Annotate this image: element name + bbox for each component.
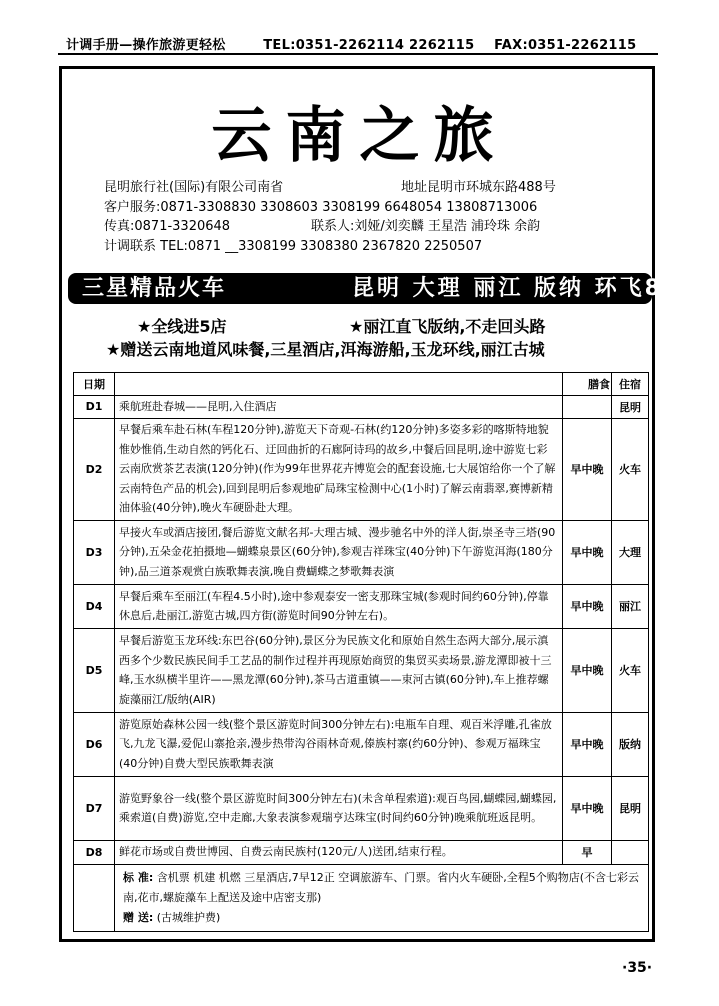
agency-address: 地址昆明市环城东路488号 xyxy=(401,180,556,195)
header-fax: FAX:0351-2262115 xyxy=(494,38,637,53)
row-meal: 早 xyxy=(563,840,612,864)
row-meal: 早中晚 xyxy=(563,584,612,628)
row-activity: 乘航班赴春城——昆明,入住酒店 xyxy=(115,396,563,419)
page-number: ·35· xyxy=(622,960,653,976)
standard-text: 含机票 机建 机燃 三星酒店,7早12正 空调旅游车、门票。省内火车硬卧,全程5个购物店(不含七彩云南,花市,螺旋藻车上配送及途中店密支那) xyxy=(123,870,639,904)
header-rule xyxy=(58,53,658,55)
row-stay: 大理 xyxy=(612,520,649,584)
feature-item: ★全线进5店 xyxy=(137,317,227,336)
agency-info xyxy=(104,178,624,256)
row-activity: 早接火车或酒店接团,餐后游览文献名邦-大理古城、漫步驰名中外的洋人街,崇圣寺三塔(90分钟),五朵金花拍摄地—蝴蝶泉景区(60分钟),参观吉祥珠宝(40分钟)下午游览洱海(180分钟),品三道茶观赏白族歌舞表演,晚自费蝴蝶之梦歌舞表演 xyxy=(115,520,563,584)
header-slogan: 计调手册—操作旅游更轻松 xyxy=(66,38,226,53)
row-activity: 早餐后游览玉龙环线:东巴谷(60分钟),景区分为民族文化和原始自然生态两大部分,展示滇西多个少数民族民间手工艺品的制作过程并再现原始商贸的集贸买卖场景,游龙潭即被十三峰,玉水纵横半里许——黑龙潭(60分钟),茶马古道重镇——束河古镇(60分钟),车上推荐螺旋藻丽江/版纳(AIR) xyxy=(115,628,563,712)
standard-label: 标 准: xyxy=(123,870,154,884)
feature-item: ★赠送云南地道风味餐,三星酒店,洱海游船,玉龙环线,丽江古城 xyxy=(106,340,545,359)
header-day: 日期 xyxy=(74,373,115,396)
table-row xyxy=(74,712,649,776)
table-row xyxy=(74,864,649,931)
row-day: D8 xyxy=(74,840,115,864)
row-day: D7 xyxy=(74,776,115,840)
customer-service: 客户服务:0871-3308830 3308603 3308199 6648054 13808713006 xyxy=(104,199,538,215)
row-meal: 早中晚 xyxy=(563,776,612,840)
page-title: 云南之旅 xyxy=(211,101,508,171)
table-row xyxy=(74,840,649,864)
notes-cell xyxy=(115,864,649,931)
feature-item: ★丽江直飞版纳,不走回头路 xyxy=(349,317,546,336)
row-stay: 火车 xyxy=(612,628,649,712)
row-activity: 鲜花市场或自费世博园、自费云南民族村(120元/人)送团,结束行程。 xyxy=(115,840,563,864)
gift-label: 赠 送: xyxy=(123,910,154,924)
gift-text: (古城维护费) xyxy=(156,910,221,924)
row-day: D3 xyxy=(74,520,115,584)
row-meal: 早中晚 xyxy=(563,628,612,712)
header-stay: 住宿 xyxy=(612,373,649,396)
table-row xyxy=(74,776,649,840)
table-row xyxy=(74,584,649,628)
banner-right: 昆明 大理 丽江 版纳 环飞8天 xyxy=(352,276,688,301)
row-day: D2 xyxy=(74,418,115,520)
row-activity: 早餐后乘车赴石林(车程120分钟),游览天下奇观-石林(约120分钟)多姿多彩的喀斯特地貌惟妙惟俏,生动自然的钙化石、迂回曲折的石廊阿诗玛的故乡,中餐后回昆明,途中游览七彩云南欣赏茶艺表演(120分钟)(作为99年世界花卉博览会的配套设施,七大展馆给你一个了解云南特色产品的机会),回到昆明后参观地矿局珠宝检测中心(1小时)了解云南翡翠,赛博新精油体验(40分钟),晚火车硬卧赴大理。 xyxy=(115,418,563,520)
row-day: D5 xyxy=(74,628,115,712)
table-row xyxy=(74,520,649,584)
operation-contact: 计调联系 TEL:0871 __3308199 3308380 2367820 2250507 xyxy=(104,238,483,254)
row-stay: 火车 xyxy=(612,418,649,520)
row-meal: 早中晚 xyxy=(563,520,612,584)
table-row xyxy=(74,418,649,520)
table-row xyxy=(74,396,649,419)
row-day: D4 xyxy=(74,584,115,628)
row-activity: 早餐后乘车至丽江(车程4.5小时),途中参观泰安一密支那珠宝城(参观时间约60分钟),停靠休息后,赴丽江,游览古城,四方街(游览时间90分钟左右)。 xyxy=(115,584,563,628)
row-meal: 早中晚 xyxy=(563,418,612,520)
itinerary-table xyxy=(73,372,649,932)
agency-fax: 传真:0871-3320648 xyxy=(104,219,231,234)
row-stay: 版纳 xyxy=(612,712,649,776)
route-banner xyxy=(68,273,688,304)
row-activity: 游览野象谷一线(整个景区游览时间300分钟左右)(未含单程索道):观百鸟园,蝴蝶园,蝴蝶园,乘索道(自费)游览,空中走廊,大象表演参观瑞亨达珠宝(时间约60分钟)晚乘航班返昆明。 xyxy=(115,776,563,840)
header-tel: TEL:0351-2262114 2262115 xyxy=(263,38,475,53)
banner-left: 三星精品火车 xyxy=(82,276,227,301)
row-day: D1 xyxy=(74,396,115,419)
row-activity: 游览原始森林公园一线(整个景区游览时间300分钟左右):电瓶车自理、观百米浮雕,孔雀放飞,九龙飞瀑,爱伲山寨抢亲,漫步热带沟谷雨林奇观,傣族村寨(约60分钟)、参观万福珠宝(40分钟)自费大型民族歌舞表演 xyxy=(115,712,563,776)
table-row xyxy=(74,628,649,712)
row-stay: 丽江 xyxy=(612,584,649,628)
row-stay: 昆明 xyxy=(612,396,649,419)
agency-name: 昆明旅行社(国际)有限公司南省 xyxy=(104,180,284,195)
agency-contacts: 联系人:刘娅/刘奕麟 王星浩 浦玲珠 余韵 xyxy=(311,219,541,234)
row-stay: 昆明 xyxy=(612,776,649,840)
table-header xyxy=(74,373,649,396)
row-meal: 早中晚 xyxy=(563,712,612,776)
row-stay xyxy=(612,840,649,864)
row-meal xyxy=(563,396,612,419)
header-meal: 膳食 xyxy=(563,373,612,396)
row-day: D6 xyxy=(74,712,115,776)
header-line xyxy=(66,34,656,53)
